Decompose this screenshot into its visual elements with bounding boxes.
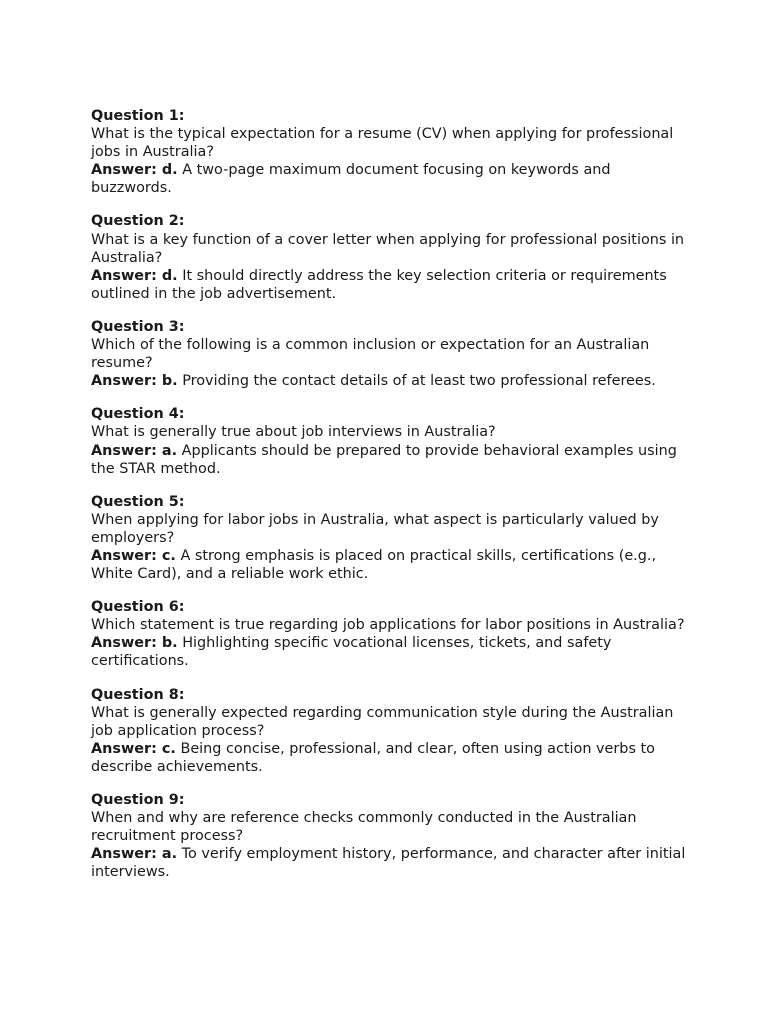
- answer-text: A two-page maximum document focusing on keywords and buzzwords.: [91, 162, 611, 197]
- answer-label: Answer: b.: [91, 373, 178, 390]
- answer-line: [91, 442, 691, 478]
- question-title: Question 1:: [91, 108, 185, 124]
- question-text: What is the typical expectation for a resume (CV) when applying for professional jobs in Australia?: [91, 126, 674, 161]
- question-title: Question 2:: [91, 213, 185, 230]
- question-text: When and why are reference checks commonly conducted in the Australian recruitment process?: [91, 810, 637, 845]
- answer-line: [91, 740, 691, 776]
- answer-text: It should directly address the key selection criteria or requirements outlined in the job advertisement.: [91, 267, 667, 302]
- question-block-3: [91, 318, 691, 390]
- answer-text: Being concise, professional, and clear, often using action verbs to describe achievements.: [91, 740, 655, 775]
- question-text: Which statement is true regarding job applications for labor positions in Australia?: [91, 617, 685, 634]
- question-title: Question 5:: [91, 493, 185, 510]
- answer-line: [91, 634, 691, 670]
- answer-line: [91, 372, 691, 390]
- answer-text: Providing the contact details of at least two professional referees.: [182, 373, 656, 390]
- answer-label: Answer: c.: [91, 547, 176, 564]
- question-block-6: [91, 598, 691, 670]
- question-block-9: [91, 791, 691, 881]
- question-title: Question 9:: [91, 792, 185, 808]
- answer-line: [91, 845, 691, 881]
- question-title: Question 3:: [91, 318, 185, 335]
- answer-text: To verify employment history, performance, and character after initial interviews.: [91, 846, 686, 881]
- question-text: What is generally true about job interviews in Australia?: [91, 424, 496, 441]
- answer-label: Answer: d.: [91, 162, 178, 179]
- question-block-5: [91, 493, 691, 583]
- question-text: What is a key function of a cover letter when applying for professional positions in Australia?: [91, 231, 685, 266]
- question-block-1: [91, 107, 691, 197]
- question-text: What is generally expected regarding communication style during the Australian job application process?: [91, 704, 674, 739]
- answer-text: Applicants should be prepared to provide behavioral examples using the STAR method.: [91, 442, 677, 477]
- answer-label: Answer: a.: [91, 846, 178, 863]
- document-page: [91, 107, 691, 896]
- answer-text: A strong emphasis is placed on practical skills, certifications (e.g., White Card), and a reliable work ethic.: [91, 547, 657, 583]
- question-block-8: [91, 686, 691, 776]
- answer-label: Answer: b.: [91, 635, 178, 652]
- answer-line: [91, 161, 691, 197]
- question-block-4: [91, 405, 691, 477]
- question-text: When applying for labor jobs in Australia, what aspect is particularly valued by employers?: [91, 511, 659, 546]
- question-title: Question 6:: [91, 599, 185, 616]
- question-title: Question 8:: [91, 686, 185, 703]
- answer-label: Answer: d.: [91, 267, 178, 284]
- question-block-2: [91, 212, 691, 302]
- answer-label: Answer: c.: [91, 740, 176, 757]
- answer-label: Answer: a.: [91, 442, 178, 459]
- answer-line: [91, 547, 691, 583]
- question-title: Question 4:: [91, 406, 185, 423]
- question-text: Which of the following is a common inclusion or expectation for an Australian resume?: [91, 337, 650, 372]
- answer-line: [91, 267, 691, 303]
- answer-text: Highlighting specific vocational licenses, tickets, and safety certifications.: [91, 635, 612, 670]
